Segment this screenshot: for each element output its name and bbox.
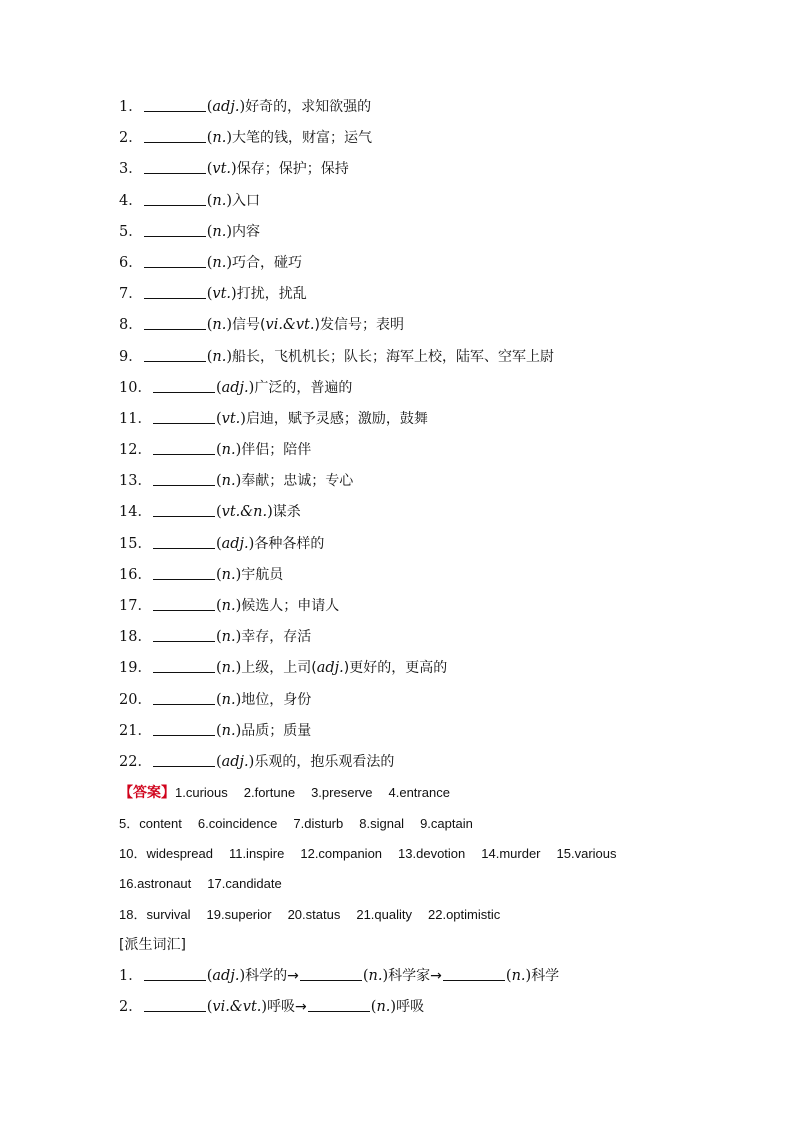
- vocab-item: [119, 653, 719, 684]
- answer-item: 2.fortune: [243, 785, 296, 801]
- pos-label-2: vi.&vt.: [265, 317, 315, 334]
- pos-label: n.: [221, 629, 236, 646]
- answer-blank[interactable]: [153, 751, 215, 767]
- answer-blank[interactable]: [144, 190, 206, 206]
- pos-label: n.: [221, 442, 236, 459]
- answer-item: 1.curious: [175, 785, 228, 801]
- part-of-speech: (n.): [215, 566, 242, 583]
- pos-label: n.: [221, 598, 236, 614]
- item-meaning: 广泛的，普遍的: [254, 379, 353, 396]
- vocab-item: [119, 716, 719, 747]
- answer-blank[interactable]: [144, 96, 206, 112]
- vocab-item: [119, 310, 719, 341]
- answer-label: 【答案】: [119, 785, 175, 802]
- pos-label: vt.: [212, 286, 232, 303]
- item-number: 3．: [119, 161, 143, 178]
- pos-label: n.: [368, 968, 383, 985]
- item-meaning: 科学: [531, 968, 560, 985]
- item-meaning: 科学家→: [388, 968, 442, 985]
- answer-blank[interactable]: [153, 439, 215, 455]
- answer-blank[interactable]: [144, 996, 206, 1012]
- item-meaning: 呼吸: [396, 999, 425, 1016]
- item-meaning: 信号(: [232, 317, 266, 334]
- item-meaning: 乐观的，抱乐观看法的: [254, 753, 395, 770]
- answer-item: 13.devotion: [398, 845, 466, 861]
- part-of-speech: (adj.): [215, 379, 255, 396]
- answer-item: 11.inspire: [228, 845, 285, 861]
- pos-label: n.: [212, 254, 227, 271]
- part-of-speech: (adj.): [206, 99, 246, 115]
- answer-blank[interactable]: [153, 595, 215, 611]
- item-meaning: 呼吸→: [267, 999, 307, 1016]
- answer-blank[interactable]: [144, 252, 206, 268]
- item-meaning-2: )发信号；表明: [314, 317, 404, 334]
- item-number: 5．: [119, 223, 143, 240]
- part-of-speech: (n.): [206, 317, 233, 334]
- part-of-speech: (vt.): [215, 410, 246, 427]
- pos-label: n.: [221, 660, 236, 677]
- part-of-speech: (n.): [215, 722, 242, 739]
- part-of-speech: (n.): [215, 691, 242, 708]
- pos-label: n.: [221, 566, 236, 583]
- item-meaning: 地位，身份: [241, 691, 312, 708]
- part-of-speech: (n.): [215, 660, 242, 677]
- answer-item: 19.superior: [206, 906, 272, 922]
- pos-label: adj.: [221, 753, 249, 770]
- answer-item: 20.status: [287, 906, 341, 922]
- answer-item: 14.murder: [481, 845, 541, 861]
- pos-label: n.: [212, 317, 227, 334]
- pos-label: vt.&n.: [221, 504, 268, 521]
- item-meaning: 品质；质量: [241, 722, 312, 739]
- item-meaning: 入口: [232, 192, 261, 209]
- item-number: 1．: [119, 99, 143, 115]
- vocab-item: [119, 435, 719, 466]
- answer-blank[interactable]: [144, 158, 206, 174]
- vocab-item: [119, 529, 719, 560]
- answer-blank[interactable]: [144, 283, 206, 299]
- answer-item: 10．widespread: [119, 845, 213, 861]
- part-of-speech: (n.): [206, 223, 233, 240]
- vocab-item: [119, 217, 719, 248]
- item-number: 2．: [119, 130, 143, 147]
- vocab-item: [119, 685, 719, 716]
- answer-blank[interactable]: [153, 408, 215, 424]
- item-meaning: 谋杀: [272, 504, 301, 521]
- item-number: 22．: [119, 753, 152, 770]
- vocab-content: [119, 92, 719, 1024]
- pos-label: adj.: [212, 99, 240, 115]
- vocab-item: [119, 622, 719, 653]
- derived-item: [119, 961, 719, 992]
- part-of-speech: (n.): [370, 999, 397, 1016]
- answer-item: 21.quality: [356, 906, 412, 922]
- vocab-item: [119, 497, 719, 528]
- answer-line: [119, 869, 719, 899]
- vocab-item: [119, 92, 719, 123]
- pos-label: adj.: [221, 535, 249, 552]
- answer-blank[interactable]: [144, 346, 206, 362]
- item-number: 6．: [119, 254, 143, 271]
- item-meaning: 宇航员: [241, 566, 284, 583]
- item-number: 15．: [119, 535, 152, 552]
- part-of-speech: (adj.): [215, 535, 255, 552]
- answer-item: 17.candidate: [207, 876, 282, 892]
- answer-blank[interactable]: [153, 564, 215, 580]
- vocab-item: [119, 560, 719, 591]
- pos-label: adj.: [221, 379, 249, 396]
- item-number: 1．: [119, 968, 143, 985]
- item-meaning: 船长，飞机机长；队长；海军上校，陆军、空军上尉: [232, 348, 555, 365]
- item-number: 17．: [119, 598, 152, 614]
- vocab-item: [119, 404, 719, 435]
- item-meaning: 候选人；申请人: [241, 598, 340, 614]
- item-number: 21．: [119, 722, 152, 739]
- vocab-item: [119, 466, 719, 497]
- item-meaning: 各种各样的: [254, 535, 325, 552]
- item-number: 2．: [119, 999, 143, 1016]
- vocab-item: [119, 186, 719, 217]
- answer-item: 22.optimistic: [428, 906, 501, 922]
- answer-blank[interactable]: [153, 657, 215, 673]
- answer-blank[interactable]: [153, 501, 215, 517]
- vocab-item: [119, 373, 719, 404]
- answer-blank[interactable]: [153, 533, 215, 549]
- part-of-speech: (n.): [215, 473, 242, 490]
- vocab-item: [119, 248, 719, 279]
- item-number: 13．: [119, 473, 152, 490]
- item-number: 16．: [119, 566, 152, 583]
- answer-blank[interactable]: [144, 221, 206, 237]
- vocab-item: [119, 342, 719, 373]
- part-of-speech: (n.): [206, 192, 233, 209]
- pos-label: n.: [376, 999, 391, 1016]
- answer-item: 4.entrance: [388, 785, 450, 801]
- item-meaning: 伴侣；陪伴: [241, 442, 312, 459]
- answer-blank[interactable]: [144, 965, 206, 981]
- pos-label: vi.&vt.: [212, 999, 262, 1016]
- pos-label-2: adj.: [316, 660, 344, 677]
- item-meaning: 保存；保护；保持: [236, 161, 349, 178]
- part-of-speech: (vt.): [206, 286, 237, 303]
- vocab-item: [119, 279, 719, 310]
- item-meaning: 巧合，碰巧: [232, 254, 303, 271]
- answer-blank[interactable]: [144, 127, 206, 143]
- pos-label: n.: [221, 473, 236, 490]
- answer-blank[interactable]: [153, 470, 215, 486]
- answer-item: 5．content: [119, 815, 182, 831]
- vocab-item: [119, 154, 719, 185]
- part-of-speech: (n.): [362, 968, 389, 985]
- vocab-item: [119, 123, 719, 154]
- pos-label: n.: [212, 223, 227, 240]
- pos-label: n.: [221, 691, 236, 708]
- part-of-speech: (adj.): [206, 968, 246, 985]
- answer-item: 16.astronaut: [119, 876, 192, 892]
- answer-blank[interactable]: [153, 689, 215, 705]
- item-meaning: 内容: [232, 223, 261, 240]
- answer-line: [119, 839, 719, 869]
- item-number: 10．: [119, 379, 152, 396]
- answer-item: 8.signal: [359, 815, 405, 831]
- item-meaning: 奉献；忠诚；专心: [241, 473, 354, 490]
- pos-label: n.: [212, 348, 227, 365]
- part-of-speech: (vt.): [206, 161, 237, 178]
- item-meaning: 幸存，存活: [241, 629, 312, 646]
- item-meaning: 好奇的，求知欲强的: [245, 99, 372, 115]
- pos-label: n.: [221, 722, 236, 739]
- vocab-item: [119, 591, 719, 622]
- part-of-speech: (vt.&n.): [215, 504, 273, 521]
- part-of-speech: (n.): [206, 348, 233, 365]
- answer-blank[interactable]: [144, 314, 206, 330]
- item-number: 12．: [119, 442, 152, 459]
- item-number: 14．: [119, 504, 152, 521]
- item-meaning-2: )更好的，更高的: [343, 660, 448, 677]
- answer-item: 12.companion: [300, 845, 383, 861]
- derived-item: [119, 992, 719, 1023]
- item-number: 19．: [119, 660, 152, 677]
- answer-item: 9.captain: [420, 815, 473, 831]
- answer-item: 7.disturb: [293, 815, 344, 831]
- item-meaning: 科学的→: [245, 968, 299, 985]
- section-title: [派生词汇]: [119, 937, 186, 954]
- item-meaning: 打扰，扰乱: [236, 286, 307, 303]
- part-of-speech: (n.): [505, 968, 532, 985]
- item-number: 20．: [119, 691, 152, 708]
- answer-item: 6.coincidence: [197, 815, 278, 831]
- pos-label: n.: [212, 130, 227, 147]
- part-of-speech: (n.): [206, 254, 233, 271]
- answer-item: 15.various: [556, 845, 617, 861]
- answer-blank[interactable]: [153, 377, 215, 393]
- item-meaning: 启迪，赋予灵感；激励，鼓舞: [245, 410, 428, 427]
- item-number: 8．: [119, 317, 143, 334]
- answer-item: 3.preserve: [311, 785, 373, 801]
- answer-blank[interactable]: [308, 996, 370, 1012]
- part-of-speech: (adj.): [215, 753, 255, 770]
- answer-item: 18．survival: [119, 906, 191, 922]
- item-meaning: 上级，上司(: [241, 660, 317, 677]
- answer-blank[interactable]: [153, 720, 215, 736]
- part-of-speech: (vi.&vt.): [206, 999, 268, 1016]
- item-number: 18．: [119, 629, 152, 646]
- item-number: 7．: [119, 286, 143, 303]
- item-number: 9．: [119, 348, 143, 365]
- answer-blank[interactable]: [443, 965, 505, 981]
- item-number: 4．: [119, 192, 143, 209]
- part-of-speech: (n.): [215, 629, 242, 646]
- item-number: 11．: [119, 410, 152, 427]
- vocab-item: [119, 747, 719, 778]
- answer-line: [119, 900, 719, 930]
- pos-label: vt.: [212, 161, 232, 178]
- pos-label: n.: [511, 968, 526, 985]
- answer-line: [119, 809, 719, 839]
- pos-label: n.: [212, 192, 227, 209]
- answer-blank[interactable]: [153, 626, 215, 642]
- part-of-speech: (n.): [206, 130, 233, 147]
- part-of-speech: (n.): [215, 442, 242, 459]
- pos-label: adj.: [212, 968, 240, 985]
- pos-label: vt.: [221, 410, 241, 427]
- answer-blank[interactable]: [300, 965, 362, 981]
- answer-line: [119, 778, 719, 808]
- part-of-speech: (n.): [215, 598, 242, 614]
- item-meaning: 大笔的钱，财富；运气: [232, 130, 373, 147]
